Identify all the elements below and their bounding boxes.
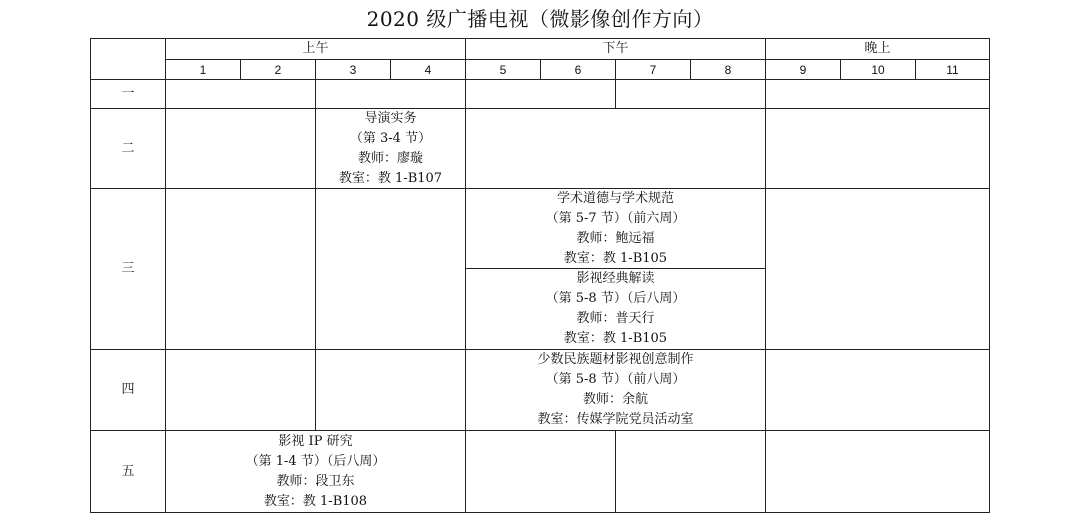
empty-slot <box>315 79 466 109</box>
day-label-fri: 五 <box>90 430 166 513</box>
schedule-table <box>90 38 990 513</box>
course-teacher: 教师：鲍远福 <box>576 230 655 246</box>
course-title: 影视 IP 研究 <box>278 433 353 449</box>
course-title: 少数民族题材影视创意制作 <box>537 352 694 367</box>
empty-slot <box>315 188 466 350</box>
course-periods: （第 5-7 节）（前六周） <box>545 210 686 226</box>
course-minority <box>465 349 766 431</box>
course-ethics <box>465 188 766 269</box>
course-periods: （第 5-8 节）（前八周） <box>545 372 686 387</box>
period-number: 9 <box>765 59 841 80</box>
empty-slot <box>165 188 316 350</box>
day-label-tue: 二 <box>90 108 166 189</box>
header-afternoon: 下午 <box>465 38 766 60</box>
course-room: 教室：传媒学院党员活动室 <box>537 412 694 427</box>
course-teacher: 教师：廖璇 <box>357 150 423 166</box>
empty-slot <box>315 349 466 431</box>
empty-slot <box>765 79 990 109</box>
course-room: 教室：教 1-B107 <box>338 170 443 186</box>
period-number: 7 <box>615 59 691 80</box>
course-teacher: 教师：普天行 <box>576 311 655 326</box>
course-title: 导演实务 <box>364 110 417 126</box>
empty-slot <box>165 79 316 109</box>
period-number: 4 <box>390 59 466 80</box>
period-number: 3 <box>315 59 391 80</box>
empty-slot <box>765 108 990 189</box>
course-teacher: 教师：段卫东 <box>276 473 355 489</box>
empty-slot <box>765 188 990 350</box>
empty-slot <box>165 349 316 431</box>
empty-slot <box>465 79 616 109</box>
course-title: 学术道德与学术规范 <box>556 190 674 206</box>
period-number: 1 <box>165 59 241 80</box>
header-evening: 晚上 <box>765 38 990 60</box>
empty-slot <box>465 430 616 513</box>
period-number: 8 <box>690 59 766 80</box>
period-number: 6 <box>540 59 616 80</box>
course-directing <box>315 108 466 189</box>
header-morning: 上午 <box>165 38 466 60</box>
course-room: 教室：教 1-B105 <box>563 331 668 346</box>
empty-slot <box>465 108 766 189</box>
course-room: 教室：教 1-B108 <box>263 493 368 509</box>
corner-cell <box>90 38 166 80</box>
course-ip-research <box>165 430 466 513</box>
day-label-thu: 四 <box>90 349 166 431</box>
day-label-wed: 三 <box>90 188 166 350</box>
empty-slot <box>765 430 990 513</box>
course-teacher: 教师：余航 <box>582 392 648 407</box>
empty-slot <box>165 108 316 189</box>
period-number: 11 <box>915 59 990 80</box>
course-periods: （第 3-4 节） <box>349 130 432 146</box>
empty-slot <box>615 79 766 109</box>
day-label-mon: 一 <box>90 79 166 109</box>
page-title: 2020 级广播电视（微影像创作方向） <box>366 7 714 31</box>
period-number: 10 <box>840 59 916 80</box>
course-title: 影视经典解读 <box>576 271 655 286</box>
empty-slot <box>615 430 766 513</box>
course-classics <box>465 268 766 350</box>
period-number: 2 <box>240 59 316 80</box>
course-room: 教室：教 1-B105 <box>563 250 668 266</box>
course-periods: （第 1-4 节）（后八周） <box>245 453 386 469</box>
empty-slot <box>765 349 990 431</box>
period-number: 5 <box>465 59 541 80</box>
course-periods: （第 5-8 节）（后八周） <box>545 291 686 306</box>
